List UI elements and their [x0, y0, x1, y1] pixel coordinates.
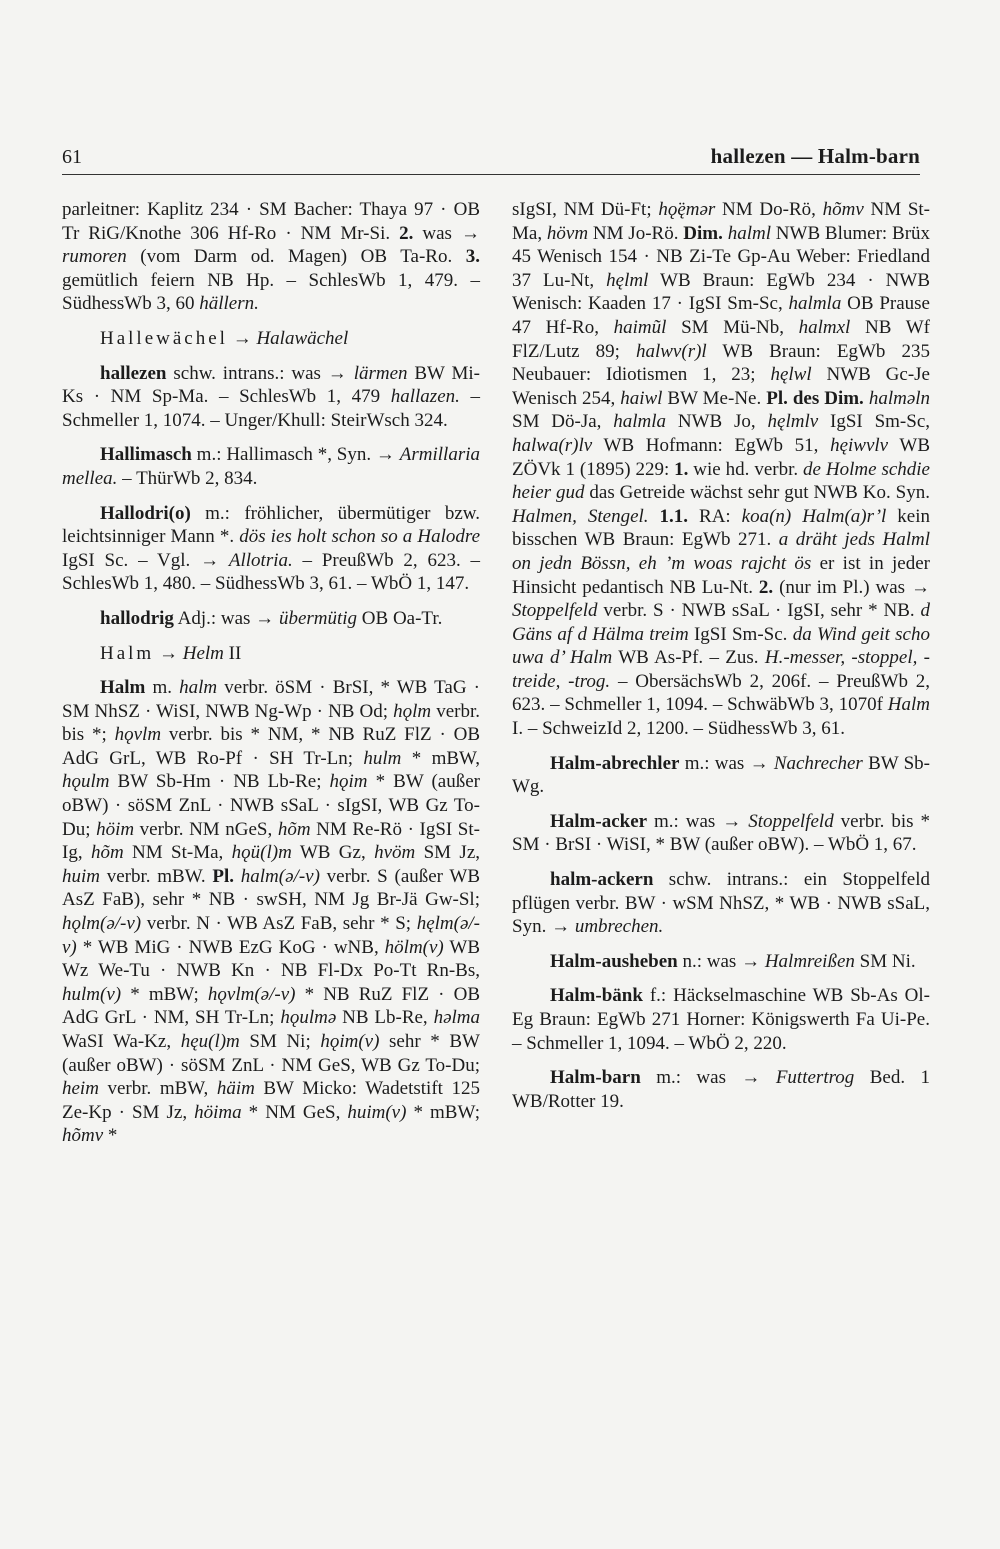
dictionary-entry: hallodrig Adj.: was → übermütig OB Oa-Tr.: [100, 607, 443, 629]
right-column: [512, 198, 930, 1124]
dictionary-entry: Hallimasch m.: Hallimasch *, Syn. → Armillaria mellea. – ThürWb 2, 834.: [62, 444, 480, 489]
dictionary-entry: Halm-barn m.: was → Futtertrog Bed. 1 WB/Rotter 19.: [512, 1067, 930, 1112]
dictionary-entry: parleitner: Kaplitz 234 · SM Bacher: Thaya 97 · OB Tr RiG/Knothe 306 Hf-Ro · NM Mr-Si. 2. was → rumoren (vom Darm od. Magen) OB Ta-Ro. 3. gemütlich feiern NB Hp. – SchlesWb 1, 479. – SüdhessWb 3, 60 hällern.: [62, 199, 480, 315]
dictionary-entry: sIgSI, NM Dü-Ft; hǫ̈ęmər NM Do-Rö, hõmv NM St-Ma, hövm NM Jo-Rö. Dim. halml NWB Blumer: Brüx 45 Wenisch 154 · NB Zi-Te Gp-Au Weber: Friedland 37 Lu-Nt, hęlml WB Braun: EgWb 234 · NWB Wenisch: Kaaden 17 · IgSI Sm-Sc, halmla OB Prause 47 Hf-Ro, haimũl SM Mü-Nb, halmxl NB Wf FlZ/Lutz 89; halwv(r)l WB Braun: EgWb 235 Neubauer: Idiotismen 1, 23; hęlwl NWB Gc-Je Wenisch 254, haiwl BW Me-Ne. Pl. des Dim. halməln SM Dö-Ja, halmla NWB Jo, hęlmlv IgSI Sm-Sc, halwa(r)lv WB Hofmann: EgWb 51, hęiwvlv WB ZÖVk 1 (1895) 229: 1. wie hd. verbr. de Holme schdie heier gud das Getreide wächst sehr gut NWB Ko. Syn. Halmen, Stengel. 1.1. RA: koa(n) Halm(a)r’l kein bisschen WB Braun: EgWb 271. a dräht jeds Halml on jedn Bössn, eh ’m woas rajcht ös er ist in jeder Hinsicht pedantisch NB Lu-Nt. 2. (nur im Pl.) was → Stoppelfeld verbr. S · NWB sSaL · IgSI, sehr * NB. d Gäns af d Hälma treim IgSI Sm-Sc. da Wind geit scho uwa d’ Halm WB As-Pf. – Zus. H.-messer, -stoppel, -treide, -trog. – ObersächsWb 2, 206f. – PreußWb 2, 623. – Schmeller 1, 1094. – SchwäbWb 3, 1070f Halm I. – SchweizId 2, 1200. – SüdhessWb 3, 61.: [512, 199, 931, 740]
dictionary-entry: hallezen schw. intrans.: was → lärmen BW Mi-Ks · NM Sp-Ma. – SchlesWb 1, 479 hallazen. – Schmeller 1, 1074. – Unger/Khull: SteirWsch 324.: [62, 362, 481, 431]
dictionary-entry: Halm-abrechler m.: was → Nachrecher BW Sb-Wg.: [512, 752, 930, 798]
dictionary-entry: Halm-ausheben n.: was → Halmreißen SM Ni.: [550, 950, 916, 972]
dictionary-entry: Halm-bänk f.: Häckselmaschine WB Sb-As Ol-Eg Braun: EgWb 271 Horner: Königswerth Fa Ui-Pe. – Schmeller 1, 1094. – WbÖ 2, 220.: [512, 985, 930, 1054]
dictionary-entry: Hallodri(o) m.: fröhlicher, übermütiger bzw. leichtsinniger Mann *. dös ies holt schon so a Halodre IgSI Sc. – Vgl. → Allotria. – PreußWb 2, 623. – SchlesWb 1, 480. – SüdhessWb 3, 61. – WbÖ 1, 147.: [62, 502, 480, 595]
dictionary-entry: Halm m. halm verbr. öSM · BrSI, * WB TaG · SM NhSZ · WiSI, NWB Ng-Wp · NB Od; hǫlm verbr. bis *; hǫvlm verbr. bis * NM, * NB RuZ FlZ · OB AdG GrL, WB Ro-Pf · SH Tr-Ln; hulm * mBW, hǫulm BW Sb-Hm · NB Lb-Re; hǫim * BW (außer oBW) · söSM ZnL · NWB sSaL · sIgSI, WB Gz To-Du; höim verbr. NM nGeS, hõm NM Re-Rö · IgSI St-Ig, hõm NM St-Ma, hǫü(l)m WB Gz, hvöm SM Jz, huim verbr. mBW. Pl. halm(ə/-v) verbr. S (außer WB AsZ FaB), sehr * NB · swSH, NM Jg Br-Jä Gw-Sl; hǫlm(ə/-v) verbr. N · WB AsZ FaB, sehr * S; hęlm(ə/-v) * WB MiG · NWB EzG KoG · wNB, hölm(v) WB Wz We-Tu · NWB Kn · NB Fl-Dx Po-Tt Rn-Bs, hulm(v) * mBW; hǫvlm(ə/-v) * NB RuZ FlZ · OB AdG GrL · NM, SH Tr-Ln; hǫulmə NB Lb-Re, həlma WaSI Wa-Kz, hęu(l)m SM Ni; hǫim(v) sehr * BW (außer oBW) · söSM ZnL · NM GeS, WB Gz To-Du; heim verbr. mBW, häim BW Micko: Wadetstift 125 Ze-Kp · SM Jz, höima * NM GeS, huim(v) * mBW; hõmv *: [62, 677, 481, 1147]
page-header: [62, 146, 920, 175]
dictionary-entry: Halm-acker m.: was → Stoppelfeld verbr. bis * SM · BrSI · WiSI, * BW (außer oBW). – WbÖ 1, 67.: [512, 810, 930, 856]
dictionary-entry: Hallewächel → Halawächel: [100, 327, 349, 349]
page-number: 61: [62, 146, 82, 168]
running-title: hallezen — Halm-barn: [710, 144, 920, 168]
dictionary-entry: Halm → Helm II: [100, 642, 242, 664]
left-column: [62, 198, 480, 1159]
dictionary-entry: halm-ackern schw. intrans.: ein Stoppelfeld pflügen verbr. BW · wSM NhSZ, * WB · NWB sSaL, Syn. → umbrechen.: [512, 869, 930, 938]
